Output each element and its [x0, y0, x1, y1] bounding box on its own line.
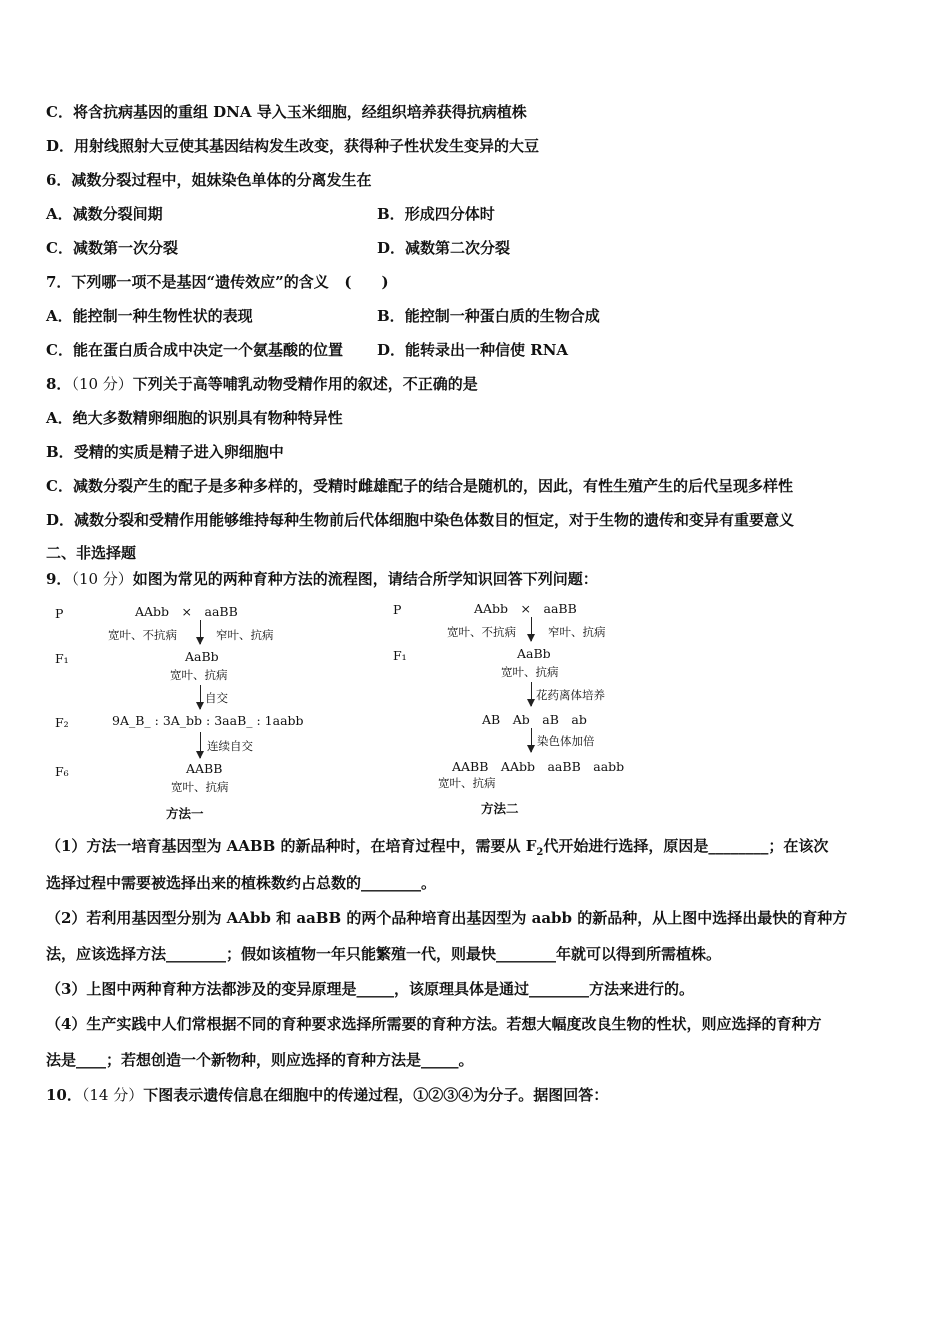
- q6-option-b: B．形成四分体时: [377, 205, 495, 223]
- q6-option-a: A．减数分裂间期: [46, 205, 163, 223]
- fig1-f1-genotype: AaBb: [185, 649, 219, 664]
- fig2-label-p: P: [393, 602, 402, 617]
- q9-sub2-line2: 法，应该选择方法________；假如该植物一年只能繁殖一代，则最快________年就可以得到所需植株。: [46, 945, 722, 963]
- q7-option-b: B．能控制一种蛋白质的生物合成: [377, 307, 600, 325]
- q5-option-d: D．用射线照射大豆使其基因结构发生改变，获得种子性状发生变异的大豆: [46, 137, 540, 155]
- fig1-parents: AAbb × aaBB: [135, 604, 238, 619]
- fig1-arrow-cross: [200, 620, 201, 644]
- q9-stem: 9．（10 分）如图为常见的两种育种方法的流程图，请结合所学知识回答下列问题：: [46, 570, 598, 588]
- q6-stem: 6．减数分裂过程中，姐妹染色单体的分离发生在: [46, 171, 372, 189]
- fig2-arrow-cross: [531, 617, 532, 641]
- q8-option-a: A．绝大多数精卵细胞的识别具有物种特异性: [46, 409, 343, 427]
- q9-sub2-line1: （2）若利用基因型分别为 AAbb 和 aaBB 的两个品种培育出基因型为 aabb 的新品种，从上图中选择出最快的育种方: [46, 909, 848, 927]
- fig2-result-trait: 宽叶、抗病: [438, 776, 496, 790]
- fig1-label-f2: F₂: [55, 715, 69, 730]
- q8-option-c: C．减数分裂产生的配子是多种多样的，受精时雌雄配子的结合是随机的，因此，有性生殖产生的后代呈现多样性: [46, 477, 793, 495]
- fig2-arrow-chromosome-doubling: [531, 728, 532, 752]
- fig1-label-p: P: [55, 606, 64, 621]
- fig2-step-chromosome-doubling: 染色体加倍: [537, 734, 595, 748]
- q8-stem: 8．（10 分）下列关于高等哺乳动物受精作用的叙述，不正确的是: [46, 375, 478, 393]
- q8-option-d: D．减数分裂和受精作用能够维持每种生物前后代体细胞中染色体数目的恒定，对于生物的遗传和变异有重要意义: [46, 511, 795, 529]
- fig1-parent1-trait: 宽叶、不抗病: [108, 628, 177, 642]
- q9-sub1-line2: 选择过程中需要被选择出来的植株数约占总数的________。: [46, 874, 437, 892]
- q10-stem: 10．（14 分）下图表示遗传信息在细胞中的传递过程，①②③④为分子。据图回答：: [46, 1086, 609, 1104]
- q9-sub3: （3）上图中两种育种方法都涉及的变异原理是_____，该原理具体是通过________方法来进行的。: [46, 980, 694, 998]
- q7-option-d: D．能转录出一种信使 RNA: [377, 341, 569, 359]
- fig2-result-genotypes: AABB AAbb aaBB aabb: [452, 759, 625, 774]
- fig2-gametes: AB Ab aB ab: [482, 712, 587, 727]
- q7-option-c: C．能在蛋白质合成中决定一个氨基酸的位置: [46, 341, 343, 359]
- q9-sub4-line1: （4）生产实践中人们常根据不同的育种要求选择所需要的育种方法。若想大幅度改良生物的性状，则应选择的育种方: [46, 1015, 822, 1033]
- fig1-caption: 方法一: [166, 806, 204, 821]
- q7-answer-paren: ( ): [344, 273, 389, 291]
- q7-stem: 7．下列哪一项不是基因“遗传效应”的含义 ( ): [46, 273, 389, 291]
- fig2-label-f1: F₁: [393, 648, 407, 663]
- q6-option-c: C．减数第一次分裂: [46, 239, 178, 257]
- q5-option-c: C．将含抗病基因的重组 DNA 导入玉米细胞，经组织培养获得抗病植株: [46, 103, 527, 121]
- fig1-f1-trait: 宽叶、抗病: [170, 668, 228, 682]
- q7-option-a: A．能控制一种生物性状的表现: [46, 307, 253, 325]
- fig2-f1-genotype: AaBb: [517, 646, 551, 661]
- q9-sub1-line1: （1）方法一培育基因型为 AABB 的新品种时，在培育过程中，需要从 $F_2$代开始进行选择，原因是________；在该次: [46, 837, 829, 858]
- q8-option-b: B．受精的实质是精子进入卵细胞中: [46, 443, 284, 461]
- fig1-label-f6: F₆: [55, 764, 69, 779]
- fig1-arrow-selfing: [200, 685, 201, 709]
- fig2-parents: AAbb × aaBB: [474, 601, 577, 616]
- fig2-parent2-trait: 窄叶、抗病: [548, 625, 606, 639]
- fig2-parent1-trait: 宽叶、不抗病: [447, 625, 516, 639]
- fig1-f6-genotype: AABB: [186, 761, 223, 776]
- fig1-f6-trait: 宽叶、抗病: [171, 780, 229, 794]
- section-heading: 二、非选择题: [46, 544, 137, 562]
- fig2-caption: 方法二: [481, 801, 519, 816]
- fig2-step-anther-culture: 花药离体培养: [536, 688, 605, 702]
- fig1-label-f1: F₁: [55, 651, 69, 666]
- fig1-step-selfing: 自交: [205, 691, 228, 705]
- fig1-arrow-continuous-selfing: [200, 732, 201, 758]
- fig1-f2-ratio: 9A_B_ : 3A_bb : 3aaB_ : 1aabb: [112, 713, 304, 728]
- q9-sub4-line2: 法是____；若想创造一个新物种，则应选择的育种方法是_____。: [46, 1051, 474, 1069]
- fig1-step-continuous-selfing: 连续自交: [207, 739, 253, 753]
- fig2-arrow-anther-culture: [531, 682, 532, 706]
- q6-option-d: D．减数第二次分裂: [377, 239, 511, 257]
- fig1-parent2-trait: 窄叶、抗病: [216, 628, 274, 642]
- fig2-f1-trait: 宽叶、抗病: [501, 665, 559, 679]
